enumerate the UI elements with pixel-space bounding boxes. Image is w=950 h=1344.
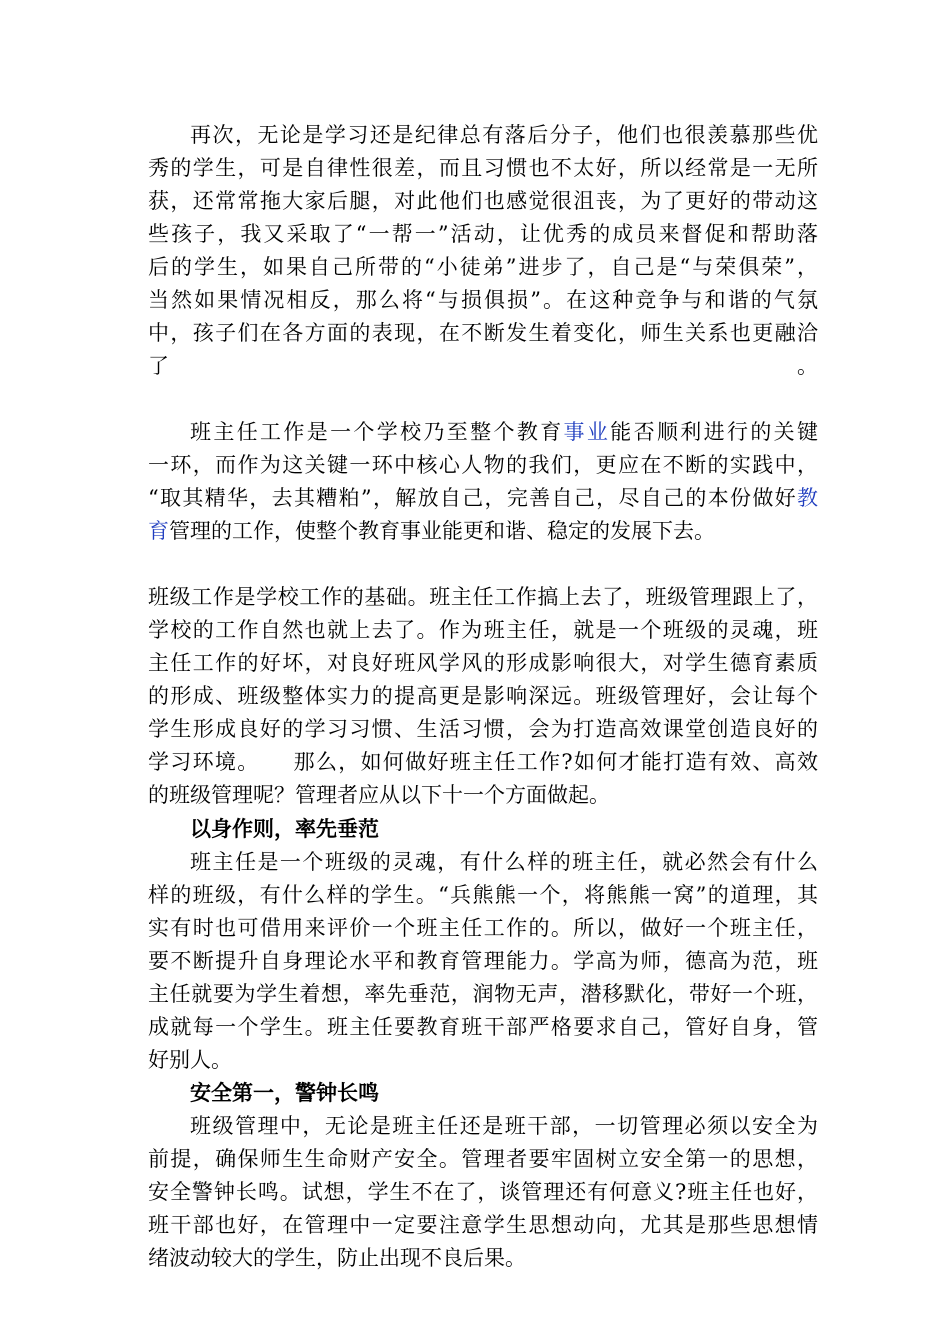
text-line: 成就每一个学生。班主任要教育班干部严格要求自己，管好自身，管 <box>148 1015 818 1039</box>
text-line: 班干部也好，在管理中一定要注意学生思想动向，尤其是那些思想情 <box>148 1213 818 1237</box>
section-heading: 以身作则，率先垂范 <box>190 816 379 841</box>
text-line: 学校的工作自然也就上去了。作为班主任，就是一个班级的灵魂，班 <box>148 618 818 642</box>
text-line: 学习环境。 那么，如何做好班主任工作?如何才能打造有效、高效 <box>148 750 818 774</box>
text-line <box>148 384 818 414</box>
text-line: 安全警钟长鸣。试想，学生不在了，谈管理还有何意义?班主任也好， <box>148 1180 818 1204</box>
text-line: 样的班级，有什么样的学生。“兵熊熊一个，将熊熊一窝”的道理，其 <box>148 883 818 907</box>
text-line: 秀的学生，可是自律性很差，而且习惯也不太好，所以经常是一无所 <box>148 156 818 180</box>
text-line: 实有时也可借用来评价一个班主任工作的。所以，做好一个班主任， <box>148 916 818 940</box>
text-line: 主任就要为学生着想，率先垂范，润物无声，潜移默化，带好一个班， <box>148 982 818 1006</box>
text-line: 前提，确保师生生命财产安全。管理者要牢固树立安全第一的思想， <box>148 1147 818 1171</box>
text-line: “取其精华，去其糟粕”，解放自己，完善自己，尽自己的本份做好教 <box>148 486 818 510</box>
text-line: 好别人。 <box>148 1048 232 1072</box>
text-line: 绪波动较大的学生，防止出现不良后果。 <box>148 1246 526 1270</box>
text-line: 学生形成良好的学习习惯、生活习惯，会为打造高效课堂创造良好的 <box>148 717 818 741</box>
text-line: 后的学生，如果自己所带的“小徒弟”进步了，自己是“与荣俱荣”， <box>148 255 818 279</box>
text-line: 获，还常常拖大家后腿，对此他们也感觉很沮丧，为了更好的带动这 <box>148 189 818 213</box>
text-line: 班主任是一个班级的灵魂，有什么样的班主任，就必然会有什么 <box>190 850 818 874</box>
text-line: 的班级管理呢？管理者应从以下十一个方面做起。 <box>148 783 610 807</box>
link-shiye[interactable]: 事业 <box>563 420 611 444</box>
text-line: 些孩子，我又采取了“一帮一”活动，让优秀的成员来督促和帮助落 <box>148 222 818 246</box>
text-line: 一环，而作为这关键一环中核心人物的我们，更应在不断的实践中， <box>148 453 818 477</box>
text-line: 班级管理中，无论是班主任还是班干部，一切管理必须以安全为 <box>190 1114 818 1138</box>
link-jiaoyu[interactable]: 教 <box>797 486 818 510</box>
text-line: 再次，无论是学习还是纪律总有落后分子，他们也很羡慕那些优 <box>190 123 818 147</box>
text-line: 班主任工作是一个学校乃至整个教育事业能否顺利进行的关键 <box>190 420 818 444</box>
text-line: 班级工作是学校工作的基础。班主任工作搞上去了，班级管理跟上了， <box>148 585 818 609</box>
section-heading: 安全第一，警钟长鸣 <box>190 1080 379 1105</box>
text-line: 当然如果情况相反，那么将“与损俱损”。在这种竞争与和谐的气氛 <box>148 288 818 312</box>
text-line: 的形成、班级整体实力的提高更是影响深远。班级管理好，会让每个 <box>148 684 818 708</box>
text-line: 主任工作的好坏，对良好班风学风的形成影响很大，对学生德育素质 <box>148 651 818 675</box>
text-line: 中，孩子们在各方面的表现，在不断发生着变化，师生关系也更融洽 <box>148 321 818 345</box>
text-line: 了。 <box>148 354 818 378</box>
link-jiaoyu[interactable]: 育 <box>148 519 169 543</box>
text-line: 要不断提升自身理论水平和教育管理能力。学高为师，德高为范，班 <box>148 949 818 973</box>
text-line: 育管理的工作，使整个教育事业能更和谐、稳定的发展下去。 <box>148 519 715 543</box>
